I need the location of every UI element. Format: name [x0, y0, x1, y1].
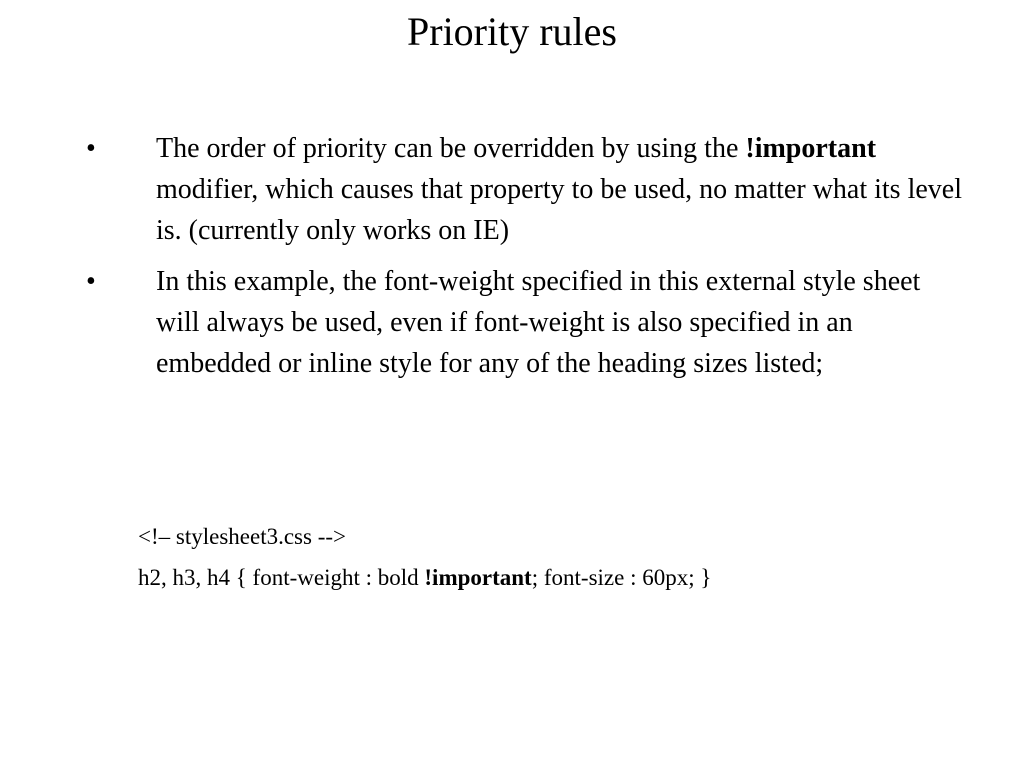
code-comment-line: <!– stylesheet3.css --> — [138, 524, 346, 549]
code-rule-before: h2, h3, h4 { font-weight : bold — [138, 565, 425, 590]
code-rule-after: ; font-size : 60px; } — [531, 565, 712, 590]
bullet-item-1 — [82, 128, 962, 251]
code-important-keyword: !important — [424, 565, 532, 590]
bullet-item-2 — [82, 261, 962, 384]
bullet-text-before: The order of priority can be overridden by using the — [156, 133, 746, 164]
code-rule-line — [138, 563, 711, 593]
bullet-marker: • — [86, 266, 96, 297]
bullet-list — [82, 128, 962, 394]
bullet-text-after: modifier, which causes that property to be used, no matter what its level is. (currently only works on IE) — [156, 174, 962, 246]
important-keyword: !important — [745, 133, 877, 164]
bullet-marker: • — [86, 133, 96, 164]
slide-title: Priority rules — [407, 9, 617, 54]
bullet-text: In this example, the font-weight specified in this external style sheet will always be used, even if font-weight is also specified in an embedded or inline style for any of the heading sizes listed; — [156, 266, 921, 379]
